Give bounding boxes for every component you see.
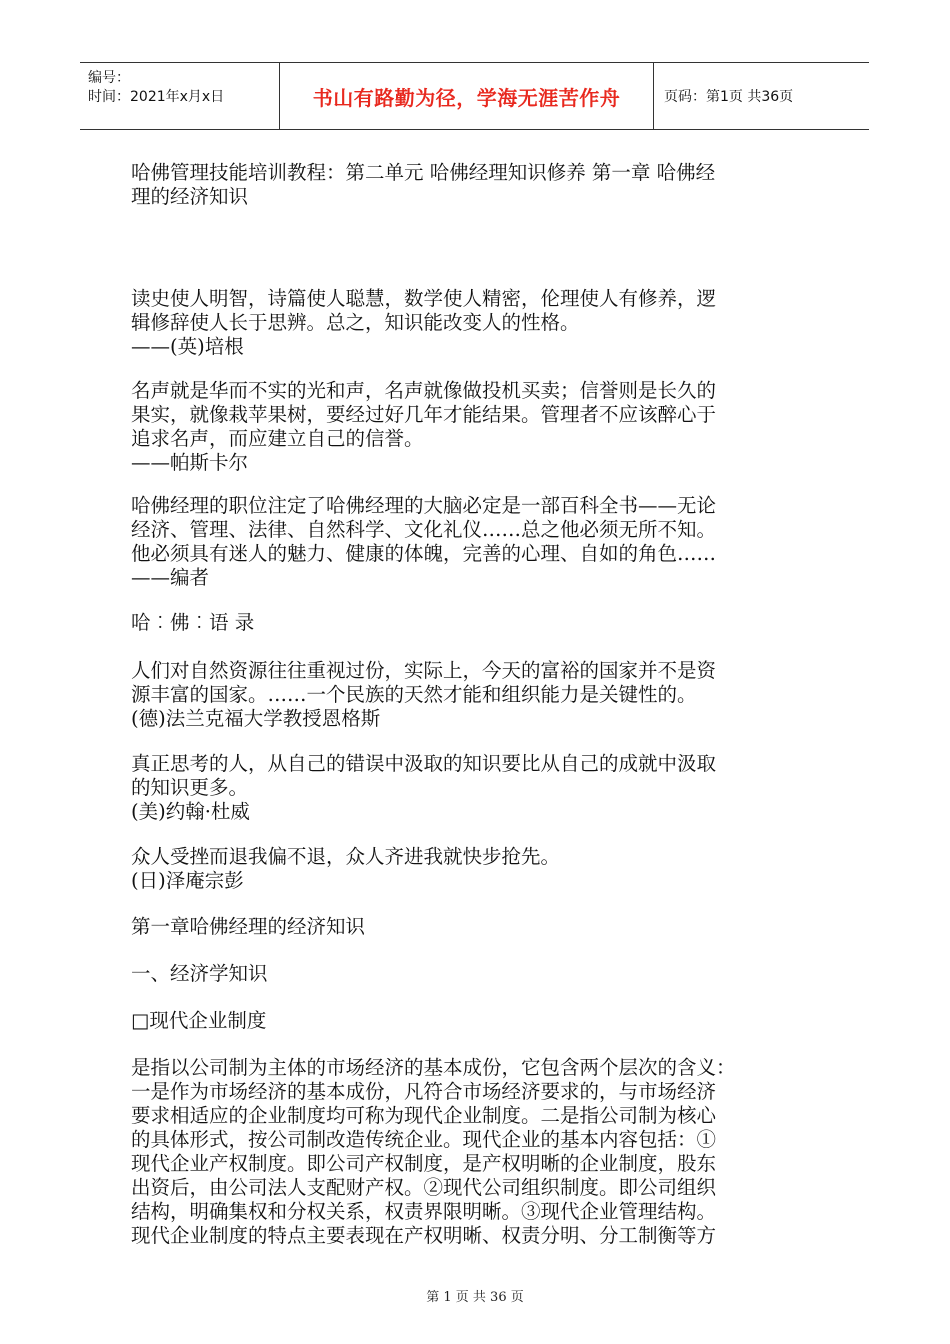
quote-line: 名声就是华而不实的光和声，名声就像做投机买卖；信誉则是长久的 (131, 379, 717, 402)
sayings-heading-text: 哈︰佛︰语 录 (131, 611, 255, 634)
saying-line: 的知识更多。 (131, 776, 249, 799)
quote-author: ——(英)培根 (131, 335, 244, 358)
body-line: 现代企业制度的特点主要表现在产权明晰、权责分明、分工制衡等方 (131, 1224, 717, 1247)
page-footer: 第 1 页 共 36 页 (426, 1290, 524, 1305)
quote-line: 追求名声，而应建立自己的信誉。 (131, 427, 424, 450)
body-paragraph (131, 1056, 831, 1248)
saying-author: (日)泽庵宗彭 (131, 869, 244, 892)
quote-line: 哈佛经理的职位注定了哈佛经理的大脑必定是一部百科全书——无论 (131, 494, 717, 517)
header-page-info: 页码：第1页 共36页 (664, 89, 794, 105)
saying-block (131, 752, 831, 824)
saying-block (131, 845, 831, 893)
saying-line: 人们对自然资源往往重视过份，实际上，今天的富裕的国家并不是资 (131, 659, 717, 682)
saying-author: (德)法兰克福大学教授恩格斯 (131, 707, 381, 730)
quote-block (131, 379, 831, 475)
quote-author: ——编者 (131, 566, 210, 589)
saying-block (131, 659, 831, 731)
quote-line: 果实，就像栽苹果树，要经过好几年才能结果。管理者不应该醉心于 (131, 403, 717, 426)
title-line: 理的经济知识 (131, 185, 249, 208)
header-motto: 书山有路勤为径，学海无涯苦作舟 (280, 63, 654, 129)
number-label: 编号： (88, 70, 130, 86)
quote-line: 辑修辞使人长于思辨。总之，知识能改变人的性格。 (131, 311, 580, 334)
time-label: 时间：2021年x月x日 (88, 89, 225, 105)
body-line: 是指以公司制为主体的市场经济的基本成份，它包含两个层次的含义： (131, 1056, 736, 1079)
document-title (131, 161, 831, 209)
body-line: 现代企业产权制度。即公司产权制度，是产权明晰的企业制度，股东 (131, 1152, 717, 1175)
subsection-heading (131, 1009, 831, 1033)
quote-author: ——帕斯卡尔 (131, 451, 249, 474)
saying-author: (美)约翰·杜威 (131, 800, 250, 823)
quote-line: 读史使人明智，诗篇使人聪慧，数学使人精密，伦理使人有修养，逻 (131, 287, 717, 310)
body-line: 结构，明确集权和分权关系，权责界限明晰。③现代企业管理结构。 (131, 1200, 717, 1223)
body-line: 一是作为市场经济的基本成份，凡符合市场经济要求的，与市场经济 (131, 1080, 717, 1103)
section-heading (131, 962, 831, 986)
saying-line: 真正思考的人，从自己的错误中汲取的知识要比从自己的成就中汲取 (131, 752, 717, 775)
body-line: 的具体形式，按公司制改造传统企业。现代企业的基本内容包括：① (131, 1128, 717, 1151)
title-line: 哈佛管理技能培训教程：第二单元 哈佛经理知识修养 第一章 哈佛经 (131, 161, 716, 184)
body-line: 出资后，由公司法人支配财产权。②现代公司组织制度。即公司组织 (131, 1176, 717, 1199)
body-line: 要求相适应的企业制度均可称为现代企业制度。二是指公司制为核心 (131, 1104, 717, 1127)
saying-line: 众人受挫而退我偏不退，众人齐进我就快步抢先。 (131, 845, 561, 868)
chapter-heading-text: 第一章哈佛经理的经济知识 (131, 915, 366, 938)
quote-line: 他必须具有迷人的魅力、健康的体魄，完善的心理、自如的角色…… (131, 542, 717, 565)
quote-line: 经济、管理、法律、自然科学、文化礼仪……总之他必须无所不知。 (131, 518, 717, 541)
subsection-heading-text: □现代企业制度 (131, 1009, 267, 1032)
header-meta (80, 63, 280, 129)
quote-block (131, 287, 831, 359)
document-header (80, 62, 869, 130)
quote-block (131, 494, 831, 590)
saying-line: 源丰富的国家。……一个民族的天然才能和组织能力是关键性的。 (131, 683, 697, 706)
chapter-heading (131, 915, 831, 939)
section-heading-text: 一、经济学知识 (131, 962, 268, 985)
sayings-heading (131, 611, 831, 635)
